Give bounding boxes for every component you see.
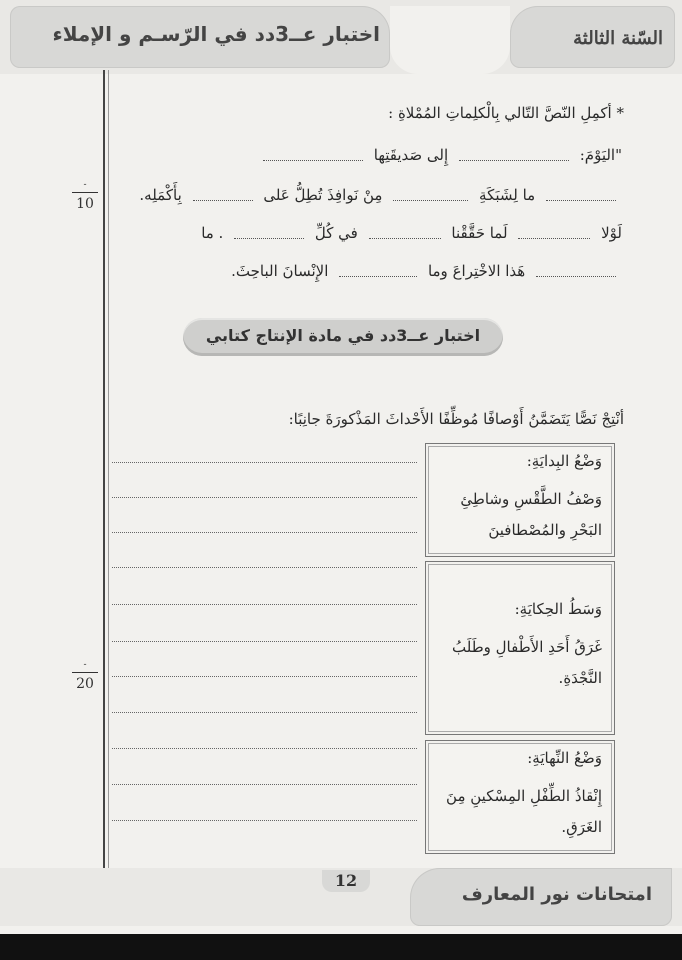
- box-body: وَصْفُ الطَّقْسِ وشاطِئِ البَحْرِ والمُصْطافينَ: [460, 490, 602, 539]
- writing-section-title: اختبار عــ3دد في مادة الإنتاج كتابي: [183, 318, 503, 356]
- writing-line[interactable]: [112, 497, 417, 498]
- writing-instruction: أنْتِجْ نَصًّا يَتَضَمَّنُ أَوْصافًا مُوظِّفًا الأَحْداثَ المَذْكورَةَ جانِبًا:: [288, 410, 624, 428]
- blank-field[interactable]: [369, 230, 441, 239]
- box-title: وَضْعُ البِدايَةِ:: [526, 452, 602, 470]
- margin-line-inner: [108, 70, 109, 900]
- story-box-middle: [425, 561, 615, 735]
- header-test-tab: [10, 6, 390, 68]
- dictation-line-1: "اليَوْمَ: إِلى صَديقَتِها: [257, 146, 622, 164]
- dictation-line-3: لَوْلا لَما حَقَّقْنا في كُلِّ . ما: [201, 224, 622, 242]
- writing-line[interactable]: [112, 532, 417, 533]
- writing-line[interactable]: [112, 712, 417, 713]
- writing-line[interactable]: [112, 567, 417, 568]
- header-grade-title: السّنة الثالثة: [573, 28, 663, 49]
- writing-line[interactable]: [112, 676, 417, 677]
- blank-field[interactable]: [193, 192, 253, 201]
- margin-line: [103, 70, 105, 900]
- box-body: غَرَقُ أَحَدِ الأَطْفالِ وطَلَبُ النَّجْدَةِ.: [452, 638, 602, 687]
- footer-publisher-tab: [410, 868, 672, 926]
- blank-field[interactable]: [234, 230, 304, 239]
- writing-score-value: 20: [76, 676, 94, 692]
- dictation-line-4: هَذا الاخْتِراعَ وما الإِنْسانَ الباحِثَ.: [231, 262, 622, 280]
- header-test-title: اختبار عــ3دد في الرّسـم و الإملاء: [52, 22, 380, 46]
- writing-line[interactable]: [112, 820, 417, 821]
- bottom-strip-edge: [0, 926, 682, 934]
- writing-line[interactable]: [112, 748, 417, 749]
- box-title: وَضْعُ النِّهايَةِ:: [527, 749, 602, 767]
- box-body: إِنْقاذُ الطِّفْلِ المِسْكينِ مِنَ الغَرَقِ.: [446, 787, 602, 836]
- header-grade-tab: [510, 6, 675, 68]
- story-box-beginning: [425, 443, 615, 557]
- dictation-score-value: 10: [76, 196, 94, 212]
- publisher-name: امتحانات نور المعارف: [461, 884, 652, 905]
- story-box-end: [425, 740, 615, 854]
- writing-line[interactable]: [112, 641, 417, 642]
- blank-field[interactable]: [339, 268, 417, 277]
- dictation-score: - 10: [72, 180, 98, 212]
- blank-field[interactable]: [536, 268, 616, 277]
- dictation-instruction: * أكمِلِ النّصَّ التّالي بِالْكلِماتِ المُمْلاةِ :: [388, 104, 624, 122]
- blank-field[interactable]: [518, 230, 590, 239]
- writing-score: - 20: [72, 660, 98, 692]
- blank-field[interactable]: [546, 192, 616, 201]
- page-number: 12: [322, 870, 370, 892]
- blank-field[interactable]: [393, 192, 468, 201]
- writing-line[interactable]: [112, 604, 417, 605]
- writing-line[interactable]: [112, 462, 417, 463]
- dictation-line-2: ما لِشَبَكَةِ مِنْ نَوافِذَ تُطِلُّ عَلى بِأَكْمَلِه.: [139, 186, 622, 204]
- writing-line[interactable]: [112, 784, 417, 785]
- blank-field[interactable]: [459, 152, 569, 161]
- blank-field[interactable]: [263, 152, 363, 161]
- box-title: وَسَطُ الحِكايَةِ:: [514, 600, 602, 618]
- header-notch: [390, 6, 510, 74]
